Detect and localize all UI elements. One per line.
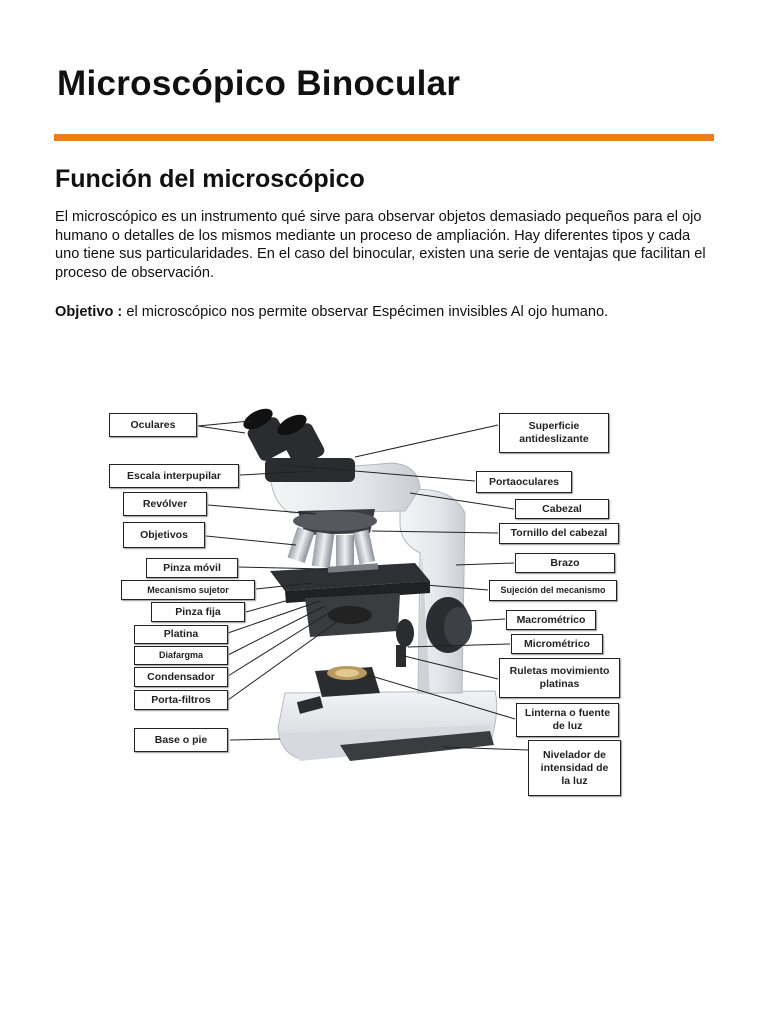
intro-paragraph: El microscópico es un instrumento qué sirve para observar objetos demasiado pequeños para el ojo humano o detalles de los mismos mediante un proceso de ampliación. Hay diferentes tipos y cada uno tiene sus particularidades. En el caso del binocular, existen una serie de ventajas que facilitan el proceso de observación. [55, 209, 706, 281]
label-pinza-fija: Pinza fija [151, 602, 245, 622]
label-escala-interpupilar: Escala interpupilar [109, 464, 239, 488]
page-title: Microscópico Binocular [57, 64, 461, 103]
label-diafargma: Diafargma [134, 646, 228, 665]
orange-divider [54, 134, 714, 141]
label-macrometrico: Macrométrico [506, 610, 596, 630]
objective-paragraph [55, 304, 608, 320]
label-sujecion-del-mecanismo: Sujeción del mecanismo [489, 580, 617, 601]
label-nivelador-intensidad-luz: Nivelador de intensidad de la luz [528, 740, 621, 796]
label-revolver: Revólver [123, 492, 207, 516]
objective-label: Objetivo : [55, 304, 123, 320]
microscope-diagram [100, 393, 634, 810]
label-condensador: Condensador [134, 667, 228, 687]
section-heading: Función del microscópico [55, 165, 365, 193]
label-mecanismo-sujetor: Mecanismo sujetor [121, 580, 255, 600]
label-pinza-movil: Pinza móvil [146, 558, 238, 578]
objective-text: el microscópico nos permite observar Espécimen invisibles Al ojo humano. [122, 304, 609, 320]
label-cabezal: Cabezal [515, 499, 609, 519]
label-platina: Platina [134, 625, 228, 644]
label-base-o-pie: Base o pie [134, 728, 228, 752]
label-micrometrico: Micrométrico [511, 634, 603, 654]
label-objetivos: Objetivos [123, 522, 205, 548]
label-portaoculares: Portaoculares [476, 471, 572, 493]
label-superficie-antideslizante: Superficie antideslizante [499, 413, 609, 453]
label-porta-filtros: Porta-filtros [134, 690, 228, 710]
label-ruletas-movimiento-platinas: Ruletas movimiento platinas [499, 658, 620, 698]
label-tornillo-del-cabezal: Tornillo del cabezal [499, 523, 619, 544]
label-linterna-fuente-de-luz: Linterna o fuente de luz [516, 703, 619, 737]
label-brazo: Brazo [515, 553, 615, 573]
label-oculares: Oculares [109, 413, 197, 437]
